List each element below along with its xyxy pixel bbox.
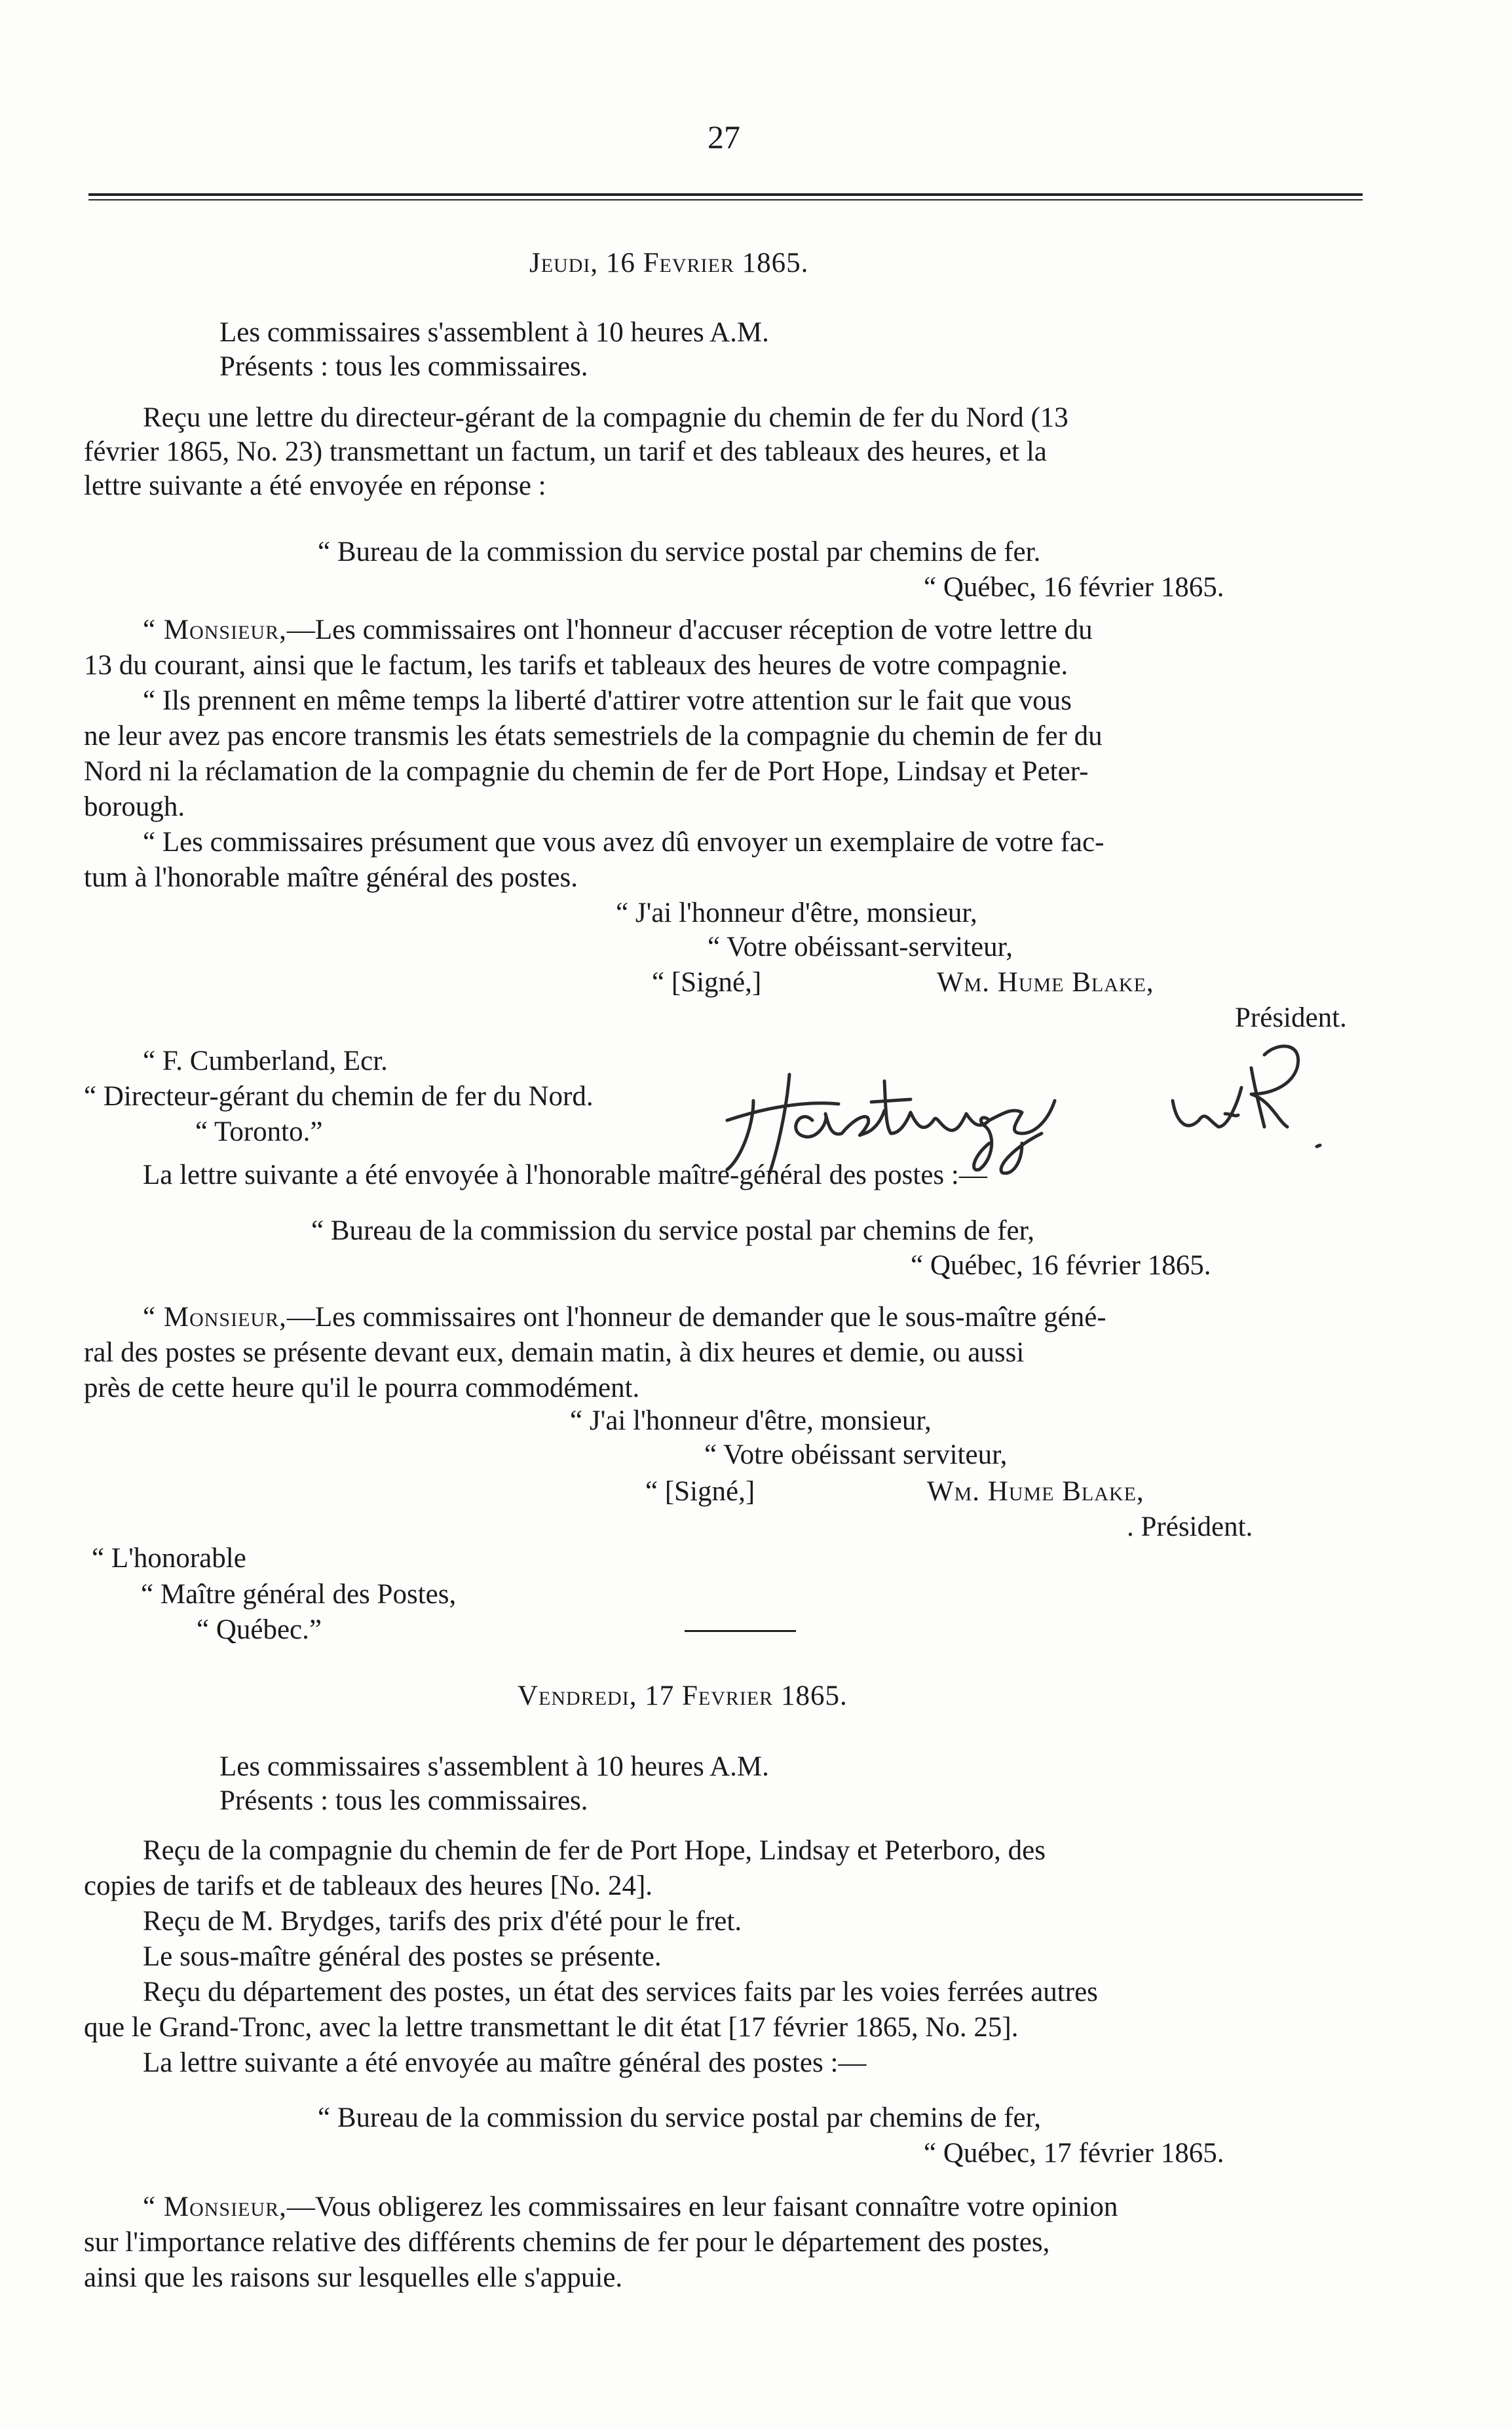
signed-mark: “ [Signé,]	[652, 967, 762, 998]
letter-date: “ Québec, 16 février 1865.	[911, 1250, 1211, 1281]
letter-body-line: tum à l'honorable maître général des postes.	[84, 862, 578, 893]
header-rule-thick	[88, 193, 1363, 196]
paragraph-line: La lettre suivante a été envoyée au maître général des postes :—	[143, 2047, 867, 2078]
section-heading-jeudi: Jeudi, 16 Fevrier 1865.	[529, 248, 809, 278]
paragraph-line: Reçu de la compagnie du chemin de fer de Port Hope, Lindsay et Peterboro, des	[143, 1835, 1046, 1866]
salutation: “ Monsieur,	[143, 1302, 287, 1333]
paragraph-line: février 1865, No. 23) transmettant un factum, un tarif et des tableaux des heures, et la	[84, 436, 1047, 467]
signer-name: Wm. Hume Blake,	[937, 967, 1154, 998]
page-number: 27	[708, 119, 740, 155]
letter-body-line: Nord ni la réclamation de la compagnie du chemin de fer de Port Hope, Lindsay et Peter-	[84, 756, 1089, 787]
signer-title: . Président.	[1127, 1511, 1253, 1542]
paragraph-line: que le Grand-Tronc, avec la lettre transmettant le dit état [17 février 1865, No. 25].	[84, 2012, 1019, 2043]
letter-body-line: près de cette heure qu'il le pourra commodément.	[84, 1373, 640, 1403]
paragraph-line: Reçu du département des postes, un état des services faits par les voies ferrées autres	[143, 1977, 1098, 2007]
section-heading-vendredi: Vendredi, 17 Fevrier 1865.	[518, 1680, 848, 1711]
intro-line: Présents : tous les commissaires.	[219, 351, 588, 382]
salutation: “ Monsieur,	[143, 2192, 287, 2222]
letter-body-line: 13 du courant, ainsi que le factum, les tarifs et tableaux des heures de votre compagnie.	[84, 650, 1068, 681]
intro-line: Les commissaires s'assemblent à 10 heures A.M.	[219, 1751, 769, 1782]
letter-body-line: “ Les commissaires présument que vous avez dû envoyer un exemplaire de votre fac-	[143, 827, 1105, 858]
addressee-line: “ Toronto.”	[195, 1116, 323, 1147]
paragraph-line: copies de tarifs et de tableaux des heures [No. 24].	[84, 1870, 653, 1901]
intro-line: Présents : tous les commissaires.	[219, 1785, 588, 1816]
letter-header: “ Bureau de la commission du service postal par chemins de fer,	[311, 1215, 1034, 1246]
signer-title: Président.	[1235, 1002, 1347, 1033]
addressee-line: “ F. Cumberland, Ecr.	[143, 1046, 388, 1076]
letter-body-first-line	[143, 2190, 1118, 2224]
letter-body-first-line	[143, 613, 1093, 647]
letter-body-line: ne leur avez pas encore transmis les états semestriels de la compagnie du chemin de fer du	[84, 721, 1103, 751]
letter-body-line: ral des postes se présente devant eux, demain matin, à dix heures et demie, ou aussi	[84, 1337, 1025, 1368]
letter-body-line: borough.	[84, 791, 185, 822]
letter-body-line: —Vous obligerez les commissaires en leur faisant connaître votre opinion	[286, 2192, 1118, 2222]
addressee-line: “ Directeur-gérant du chemin de fer du Nord.	[84, 1081, 594, 1112]
letter-body-line: —Les commissaires ont l'honneur d'accuser réception de votre lettre du	[286, 615, 1093, 645]
letter-body-line: —Les commissaires ont l'honneur de demander que le sous-maître géné-	[286, 1302, 1106, 1333]
addressee-line: “ Québec.”	[197, 1614, 322, 1645]
header-rule-thin	[88, 199, 1363, 200]
letter-date: “ Québec, 17 février 1865.	[924, 2138, 1224, 2169]
paragraph-line: La lettre suivante a été envoyée à l'honorable maître-général des postes :—	[143, 1160, 987, 1190]
letter-closing: “ Votre obéissant serviteur,	[704, 1439, 1008, 1470]
signed-mark: “ [Signé,]	[645, 1476, 755, 1507]
letter-body-line: “ Ils prennent en même temps la liberté d'attirer votre attention sur le fait que vous	[143, 685, 1072, 716]
salutation: “ Monsieur,	[143, 615, 287, 645]
letter-header: “ Bureau de la commission du service postal par chemins de fer,	[318, 2102, 1041, 2133]
paragraph-line: Le sous-maître général des postes se présente.	[143, 1941, 662, 1972]
paragraph-line: Reçu de M. Brydges, tarifs des prix d'été pour le fret.	[143, 1906, 742, 1937]
signer-name: Wm. Hume Blake,	[927, 1476, 1144, 1507]
addressee-line: “ Maître général des Postes,	[141, 1579, 457, 1610]
letter-body-line: sur l'importance relative des différents chemins de fer pour le département des postes,	[84, 2227, 1050, 2258]
letter-closing: “ J'ai l'honneur d'être, monsieur,	[616, 898, 977, 928]
section-separator	[685, 1630, 796, 1632]
letter-closing: “ J'ai l'honneur d'être, monsieur,	[570, 1405, 932, 1436]
addressee-line: “ L'honorable	[92, 1543, 246, 1574]
paragraph-line: Reçu une lettre du directeur-gérant de la compagnie du chemin de fer du Nord (13	[143, 402, 1068, 433]
letter-date: “ Québec, 16 février 1865.	[924, 572, 1224, 603]
letter-body-first-line	[143, 1300, 1106, 1335]
letter-header: “ Bureau de la commission du service postal par chemins de fer.	[318, 537, 1041, 567]
paragraph-line: lettre suivante a été envoyée en réponse :	[84, 470, 546, 501]
letter-body-line: ainsi que les raisons sur lesquelles elle s'appuie.	[84, 2262, 623, 2293]
letter-closing: “ Votre obéissant-serviteur,	[708, 932, 1013, 962]
intro-line: Les commissaires s'assemblent à 10 heures A.M.	[219, 317, 769, 348]
